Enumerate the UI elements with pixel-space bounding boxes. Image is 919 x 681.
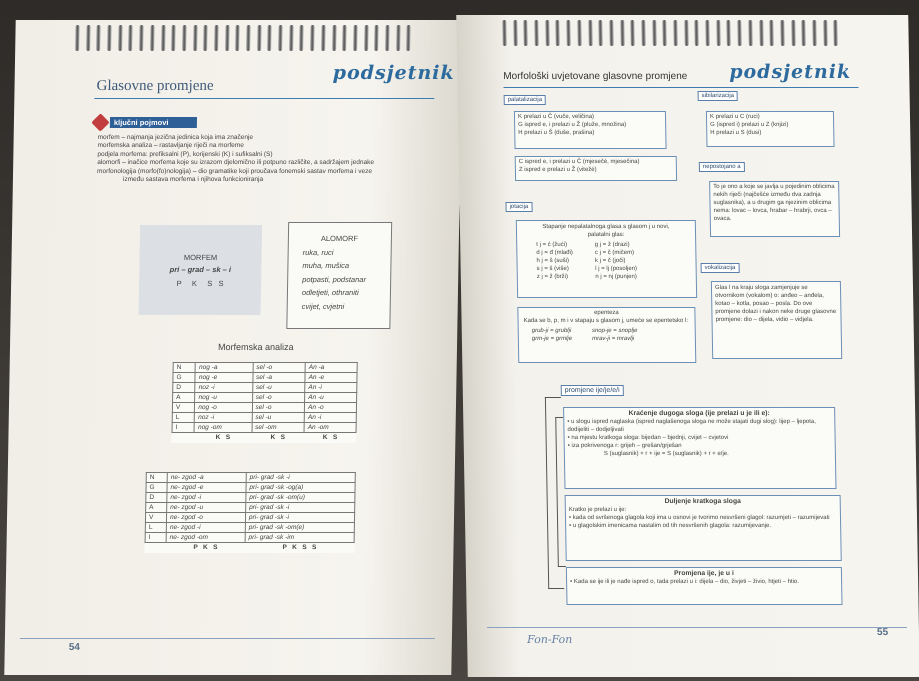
spiral-coil xyxy=(182,25,186,51)
spiral-coil xyxy=(86,25,90,51)
spiral-coil xyxy=(129,25,133,51)
palatalizacija-tag: palatalizacija xyxy=(504,95,547,105)
jotacija-item: t j = ć (žući) xyxy=(536,242,568,248)
spiral-coil xyxy=(834,20,838,46)
spiral-coil xyxy=(716,20,720,46)
spiral-coil xyxy=(641,20,645,46)
spiral-coil xyxy=(556,20,560,46)
spiral-coil xyxy=(812,20,816,46)
morfemska-analiza-title: Morfemska analiza xyxy=(217,342,294,352)
jotacija-item: n j = nj (punjen) xyxy=(595,274,637,280)
table-cell: ne- zgod -a xyxy=(167,473,246,483)
page-number: 55 xyxy=(876,627,889,638)
morfem-labels: P K S S xyxy=(176,279,224,288)
alomorf-line: potpasti, podstanar xyxy=(302,274,367,284)
table-cell: K S xyxy=(322,434,338,442)
spiral-coil xyxy=(673,20,677,46)
table-row xyxy=(145,533,354,543)
table-row xyxy=(173,373,357,383)
table-cell: nog -o xyxy=(195,403,252,413)
table-cell: nog -u xyxy=(195,393,252,403)
definition-item: alomorfi – inačice morfema koje su izrazom djelomično ili potpuno različite, a sadržajem jednake xyxy=(97,159,375,167)
table-cell: K S xyxy=(215,434,231,442)
palatalizacija-row: Z ispred e prelazi u Ž (vitežé) xyxy=(518,167,597,173)
definitions-list xyxy=(97,134,443,184)
table-cell: N xyxy=(146,473,167,483)
definition-item: morfonologija (morfo(fo)nologija) – dio gramatike koji proučava fonemski sastav morfema i veze xyxy=(97,167,373,175)
table-row xyxy=(145,513,354,523)
epenteza-box xyxy=(517,307,696,363)
spiral-coil xyxy=(727,20,731,46)
alomorf-line: odletjeti, othraniti xyxy=(301,288,359,297)
duljenje-item: • u glagolskim imenicama nastalim od tih nesvršenih glagola: razumijevanje. xyxy=(569,523,772,529)
table-cell: L xyxy=(145,523,166,533)
kracenje-item: • na mjestu kratkoga sloga: bijedan – bjednji, cvijet – cvjetovi xyxy=(567,435,729,441)
table-cell: An -u xyxy=(305,393,357,403)
table-cell: An -o xyxy=(304,403,356,413)
sibilarizacija-row: G (ispred i) prelazi u Z (knjizi) xyxy=(710,122,789,128)
duljenje-item: • kada od svršenoga glagola koji ima u osnovi je tvorimo nesvršeni glagol: razumjeti – razumijevati xyxy=(568,515,830,521)
alomorf-line: ruka, ruci xyxy=(302,247,334,257)
table-cell: An -i xyxy=(304,413,356,423)
table-cell: N xyxy=(173,363,196,373)
spiral-coil xyxy=(225,25,229,51)
table-row xyxy=(173,363,357,373)
table-cell: pri- grad -sk -om(u) xyxy=(246,493,355,503)
vokalizacija-box: Glas l na kraju sloga zamjenjuje se otvornikom (vokalom) o: anđeo – anđela, kotao – kotla, posao – posla. Do ove promjene dolazi i nakon neke druge glasovne promjene: dio – dijela, vidio – vidjela. xyxy=(711,281,842,359)
spiral-coil xyxy=(289,25,293,51)
footer-rule xyxy=(487,627,907,628)
jotacija-left-column xyxy=(536,241,573,281)
table-row xyxy=(172,413,356,423)
epenteza-example: snop-je = snoplje xyxy=(591,328,638,334)
nepostojano-box: To je ono a koje se javlja u pojedinim oblicima nekih riječi (najčešće između dva zadnja suglasnika), a u drugim ga njezinim oblicima nema: lovac – lovca, hrabar – hrabrji, ovca – ovaca. xyxy=(709,181,840,237)
spiral-coil xyxy=(695,20,699,46)
spiral-coil xyxy=(150,25,154,51)
table-row xyxy=(172,433,356,443)
spiral-coil xyxy=(364,25,368,51)
table-cell: An -e xyxy=(305,373,357,383)
table-row xyxy=(146,473,355,483)
spiral-coil xyxy=(118,25,122,51)
kracenje-item: • u slogu ispred naglaska (ispred naglašenoga sloga ne može stajati dugi slog): lijep – ljepota, dodijeliti – dodjeljivati xyxy=(567,419,816,433)
kracenje-title: Kraćenje dugoga sloga (ije prelazi u je ili e): xyxy=(628,410,770,417)
morfem-box xyxy=(139,225,263,315)
spiral-coil xyxy=(705,20,709,46)
sibilarizacija-tag: sibilarizacija xyxy=(698,91,739,101)
table-cell: nog -om xyxy=(194,423,251,433)
table-cell: pri- grad -sk -i xyxy=(245,513,354,523)
spiral-coil xyxy=(235,25,239,51)
duljenje-item: Kratko je prelazi u ije: xyxy=(568,507,627,513)
spiral-coil xyxy=(684,20,688,46)
spiral-coil xyxy=(737,20,741,46)
spiral-coil xyxy=(268,25,272,51)
table-cell: ne- zgod -i xyxy=(166,523,245,533)
spiral-binding xyxy=(75,25,411,55)
table-cell: G xyxy=(173,373,196,383)
epenteza-example: mrav-ji = mravlji xyxy=(592,336,635,342)
key-terms-header xyxy=(94,116,197,129)
table-cell: An -om xyxy=(304,423,356,433)
spiral-coil xyxy=(214,25,218,51)
jotacija-item: k j = č (joči) xyxy=(594,258,626,264)
morfem-title: MORFEM xyxy=(183,253,218,262)
duljenje-title: Duljenje kratkoga sloga xyxy=(664,498,741,505)
table-cell: sel -o xyxy=(253,363,306,373)
spiral-coil xyxy=(75,25,79,51)
table-cell: pri- grad -sk -im xyxy=(245,533,354,543)
spiral-coil xyxy=(353,25,357,51)
right-page xyxy=(456,15,919,677)
jotacija-box xyxy=(516,220,697,298)
epenteza-example: grub-ji = grublji xyxy=(531,328,572,334)
spiral-coil xyxy=(598,20,602,46)
table-cell: A xyxy=(173,393,196,403)
kracenje-box xyxy=(563,407,836,489)
declension-table-2 xyxy=(144,472,355,553)
spiral-coil xyxy=(161,25,165,51)
spiral-coil xyxy=(396,25,400,51)
spiral-coil xyxy=(791,20,795,46)
table-cell: nog -a xyxy=(195,363,252,373)
spiral-coil xyxy=(321,25,325,51)
table-cell xyxy=(145,543,166,553)
spiral-coil xyxy=(139,25,143,51)
jotacija-right-column xyxy=(595,241,638,281)
morfem-example: pri – grad – sk – i xyxy=(169,265,232,274)
definition-item: podjela morfema: prefiksalni (P), korijenski (K) i sufiksalni (S) xyxy=(97,150,273,158)
kracenje-formula: S (suglasnik) + r + ije = S (suglasnik) + r + e/je. xyxy=(603,451,729,457)
spiral-coil xyxy=(534,20,538,46)
table-cell: ne- zgod -om xyxy=(166,533,245,543)
spiral-coil xyxy=(631,20,635,46)
table-cell: pri- grad -sk -og(a) xyxy=(246,483,355,493)
spiral-coil xyxy=(524,20,528,46)
jotacija-item: g j = ž (drazi) xyxy=(594,242,630,248)
table-cell: noz -i xyxy=(195,383,252,393)
declension-table-1 xyxy=(171,362,357,443)
table-row xyxy=(172,423,356,433)
table-cell: pri- grad -sk -i xyxy=(246,473,355,483)
jotacija-item: l j = lj (posoljen) xyxy=(595,266,638,272)
table-cell: ne- zgod -i xyxy=(167,493,246,503)
sibilarizacija-row: K prelazi u C (ruci) xyxy=(709,114,760,120)
spiral-coil xyxy=(385,25,389,51)
table-cell: P K S xyxy=(193,544,218,552)
nepostojano-tag: nepostojano a xyxy=(699,162,745,172)
table-cell: D xyxy=(146,493,167,503)
table-row xyxy=(172,403,356,413)
jotacija-item: d j = đ (mlađi) xyxy=(536,250,573,256)
spiral-coil xyxy=(780,20,784,46)
key-icon xyxy=(91,113,109,131)
table-row xyxy=(145,523,354,533)
spiral-coil xyxy=(652,20,656,46)
jotacija-item: c j = č (mičem) xyxy=(594,250,635,256)
key-terms-heading: ključni pojmovi xyxy=(110,117,197,128)
palatalizacija-row: G ispred e, i prelazi u Ž (pluže, množina) xyxy=(518,122,627,128)
spiral-coil xyxy=(332,25,336,51)
title-rule xyxy=(94,98,434,99)
promjena-box xyxy=(566,567,843,605)
table-cell: A xyxy=(146,503,167,513)
palatalizacija-box xyxy=(514,111,667,149)
spiral-coil xyxy=(823,20,827,46)
table-cell: sel -om xyxy=(252,423,305,433)
alomorf-line: muha, mušica xyxy=(302,261,350,270)
table-row xyxy=(173,383,357,393)
spiral-coil xyxy=(374,25,378,51)
page-title: Glasovne promjene xyxy=(96,78,214,94)
spiral-coil xyxy=(502,20,506,46)
table-cell: V xyxy=(145,513,166,523)
spiral-coil xyxy=(107,25,111,51)
footer-rule xyxy=(20,638,435,639)
spiral-coil xyxy=(203,25,207,51)
spiral-coil xyxy=(748,20,752,46)
promjena-title: Promjena ije, je u i xyxy=(674,570,734,577)
spiral-coil xyxy=(246,25,250,51)
table-cell: ne- zgod -o xyxy=(166,513,245,523)
promjena-item: • Kada se ije ili je nađe ispred o, tada prelazi u i: dijela – dio, živjeti – živio, htjeti – htio. xyxy=(570,579,800,585)
spiral-coil xyxy=(769,20,773,46)
spiral-coil xyxy=(577,20,581,46)
table-cell: pri- grad -sk -i xyxy=(246,503,355,513)
table-cell: D xyxy=(173,383,196,393)
spiral-coil xyxy=(513,20,517,46)
spiral-coil xyxy=(171,25,175,51)
table-cell: P K S S xyxy=(282,544,317,552)
spiral-coil xyxy=(620,20,624,46)
table-cell: sel -u xyxy=(252,413,305,423)
definition-item: morfemska analiza – rastavljanje riječi na morfeme xyxy=(97,142,244,150)
table-cell: sel -u xyxy=(252,383,305,393)
left-page xyxy=(4,20,462,675)
palatalizacija-row: H prelazi u Š (duše, prašina) xyxy=(518,130,595,136)
jotacija-tag: jotacija xyxy=(505,202,532,212)
table-cell: I xyxy=(145,533,166,543)
table-row xyxy=(146,493,355,503)
podsjetnik-badge: podsjetnik xyxy=(729,61,852,83)
spiral-coil xyxy=(545,20,549,46)
table-cell: ne- zgod -u xyxy=(167,503,246,513)
table-cell: pri- grad -sk -om(e) xyxy=(245,523,354,533)
spiral-coil xyxy=(663,20,667,46)
table-cell: sel -o xyxy=(252,403,305,413)
table-row xyxy=(173,393,357,403)
title-rule xyxy=(503,87,858,88)
promjene-tag: promjene ije/je/e/i xyxy=(561,385,624,396)
spiral-coil xyxy=(588,20,592,46)
table-cell: An -a xyxy=(305,363,357,373)
spiral-coil xyxy=(278,25,282,51)
alomorf-title: ALOMORF xyxy=(320,234,359,243)
epenteza-title: epenteza xyxy=(594,310,619,316)
jotacija-intro: Stapanje nepalatalnoga glasa s glasom j u novi, palatalni glas: xyxy=(542,224,670,238)
table-cell: L xyxy=(172,413,195,423)
kracenje-item: • iza pokrivenoga r: grijeh – grešan/grješan xyxy=(567,443,682,449)
table-cell xyxy=(172,433,195,443)
table-cell: noz -i xyxy=(195,413,252,423)
spiral-coil xyxy=(406,25,410,51)
jotacija-item: h j = š (suši) xyxy=(536,258,570,264)
table-cell: sel -o xyxy=(252,393,305,403)
definition-item: morfem – najmanja jezična jedinica koja ima značenje xyxy=(97,134,254,141)
publisher-logo: Fon-Fon xyxy=(527,633,573,646)
spiral-coil xyxy=(310,25,314,51)
table-cell: V xyxy=(172,403,195,413)
jotacija-item: s j = š (više) xyxy=(536,266,569,272)
spiral-coil xyxy=(342,25,346,51)
table-cell: G xyxy=(146,483,167,493)
table-cell: I xyxy=(172,423,195,433)
jotacija-item: z j = ž (brži) xyxy=(536,274,569,280)
sibilarizacija-box xyxy=(706,111,835,147)
table-row xyxy=(146,503,355,513)
palatalizacija-box-2 xyxy=(515,156,677,181)
epenteza-text: Kada se b, p, m i v stapaju s glasom j, umeće se epentetsko l: xyxy=(523,318,689,324)
alomorf-line: cvijet, cvjetni xyxy=(301,301,345,311)
spiral-coil xyxy=(759,20,763,46)
sibilarizacija-row: H prelazi u S (dusi) xyxy=(710,130,762,136)
spiral-coil xyxy=(97,25,101,51)
spiral-coil xyxy=(300,25,304,51)
table-cell: ne- zgod -e xyxy=(167,483,246,493)
duljenje-box xyxy=(565,495,842,561)
palatalizacija-row: C ispred e, i prelazi u Č (mjesečé, mjesečina) xyxy=(518,159,640,165)
table-row xyxy=(146,483,355,493)
spiral-coil xyxy=(609,20,613,46)
table-cell: An -i xyxy=(305,383,357,393)
spiral-binding xyxy=(502,20,838,50)
podsjetnik-badge: podsjetnik xyxy=(332,62,455,84)
page-title: Morfološki uvjetovane glasovne promjene xyxy=(503,71,688,82)
table-cell: nog -e xyxy=(195,373,252,383)
palatalizacija-row: K prelazi u Č (vuče, veličina) xyxy=(517,114,595,120)
definition-item: između sastava morfema i njihova funkcioniranja xyxy=(122,176,264,184)
spiral-coil xyxy=(257,25,261,51)
table-row xyxy=(145,543,354,553)
spiral-coil xyxy=(193,25,197,51)
table-cell: K S xyxy=(270,434,286,442)
table-cell: sel -a xyxy=(252,373,305,383)
page-number: 54 xyxy=(68,642,80,653)
alomorf-box xyxy=(286,222,392,329)
epenteza-example: grm-je = grmlje xyxy=(531,336,573,342)
spiral-coil xyxy=(566,20,570,46)
spiral-coil xyxy=(802,20,806,46)
vokalizacija-tag: vokalizacija xyxy=(701,263,740,273)
